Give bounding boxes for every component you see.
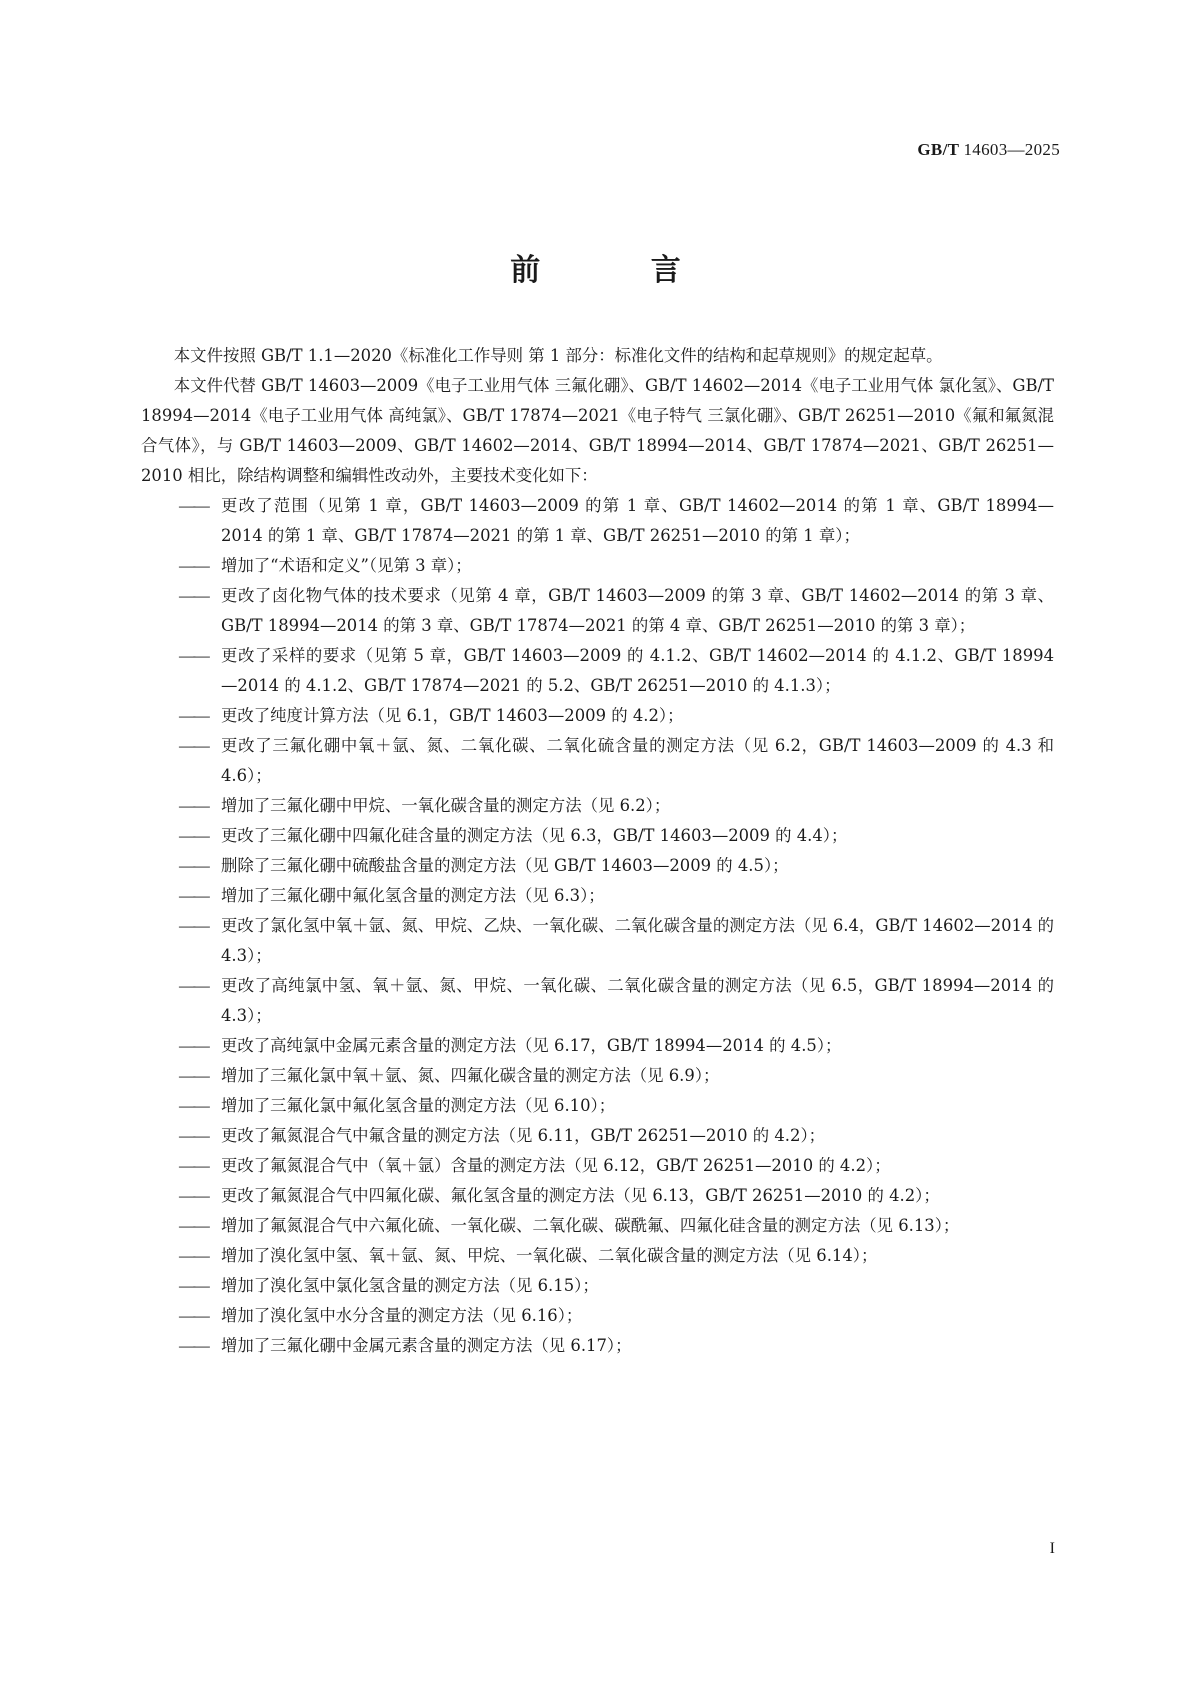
dash-mark: —— <box>179 1096 208 1115</box>
list-item <box>141 491 1054 551</box>
dash-mark: —— <box>179 586 208 605</box>
list-item <box>141 1151 1054 1181</box>
dash-mark: —— <box>179 1036 208 1055</box>
dash-mark: —— <box>179 1066 208 1085</box>
list-item <box>141 791 1054 821</box>
list-item <box>141 1091 1054 1121</box>
list-item <box>141 1271 1054 1301</box>
list-item-text: 增加了氟氮混合气中六氟化硫、一氧化碳、二氧化碳、碳酰氟、四氟化硅含量的测定方法（见 6.13）； <box>221 1216 960 1235</box>
dash-mark: —— <box>179 1336 208 1355</box>
dash-mark: —— <box>179 1306 208 1325</box>
list-item <box>141 581 1054 641</box>
list-item-text: 更改了高纯氯中金属元素含量的测定方法（见 6.17，GB/T 18994—2014 的 4.5）； <box>221 1036 842 1055</box>
list-item <box>141 1121 1054 1151</box>
list-item <box>141 821 1054 851</box>
list-item-text: 增加了三氟化氯中氟化氢含量的测定方法（见 6.10）； <box>221 1096 616 1115</box>
replacement-statement: 本文件代替 GB/T 14603—2009《电子工业用气体 三氟化硼》、GB/T 14602—2014《电子工业用气体 氯化氢》、GB/T 18994—2014《电子工业用气体 高纯氯》、GB/T 17874—2021《电子特气 三氯化硼》、GB/T 26251—2010《氟和氟氮混合气体》，与 GB/T 14603—2009、GB/T 14602—2014、GB/T 18994—2014、GB/T 17874—2021、GB/T 26251—2010 相比，除结构调整和编辑性改动外，主要技术变化如下： <box>141 376 1054 485</box>
list-item <box>141 851 1054 881</box>
list-item-text: 增加了溴化氢中氢、氧＋氩、氮、甲烷、一氧化碳、二氧化碳含量的测定方法（见 6.14）； <box>221 1246 878 1265</box>
list-item-text: 更改了氟氮混合气中（氧＋氩）含量的测定方法（见 6.12，GB/T 26251—2010 的 4.2）； <box>221 1156 891 1175</box>
standard-number <box>917 140 1060 160</box>
page-number: I <box>1049 1540 1055 1557</box>
list-item-text: 更改了三氟化硼中四氟化硅含量的测定方法（见 6.3，GB/T 14603—2009 的 4.4）； <box>221 826 848 845</box>
list-item-text: 更改了氟氮混合气中四氟化碳、氟化氢含量的测定方法（见 6.13，GB/T 26251—2010 的 4.2）； <box>221 1186 940 1205</box>
list-item <box>141 701 1054 731</box>
list-item-text: 增加了三氟化氯中氧＋氩、氮、四氟化碳含量的测定方法（见 6.9）； <box>221 1066 720 1085</box>
list-item-text: 增加了溴化氢中氯化氢含量的测定方法（见 6.15）； <box>221 1276 599 1295</box>
list-item-text: 更改了范围（见第 1 章，GB/T 14603—2009 的第 1 章、GB/T 14602—2014 的第 1 章、GB/T 18994—2014 的第 1 章、GB/T 17874—2021 的第 1 章、GB/T 26251—2010 的第 1 章）； <box>221 496 1054 545</box>
list-item <box>141 1061 1054 1091</box>
dash-mark: —— <box>179 1216 208 1235</box>
dash-mark: —— <box>179 916 208 935</box>
page-title: 前 言 <box>510 253 731 288</box>
dash-mark: —— <box>179 1156 208 1175</box>
dash-mark: —— <box>179 1246 208 1265</box>
list-item-text: 更改了三氟化硼中氧＋氩、氮、二氧化碳、二氧化硫含量的测定方法（见 6.2，GB/T 14603—2009 的 4.3 和 4.6）； <box>221 736 1054 785</box>
standard-prefix: GB/T <box>917 140 959 159</box>
list-item-text: 增加了溴化氢中水分含量的测定方法（见 6.16）； <box>221 1306 583 1325</box>
list-item <box>141 1181 1054 1211</box>
list-item <box>141 641 1054 701</box>
list-item <box>141 911 1054 971</box>
list-item <box>141 551 1054 581</box>
list-item <box>141 971 1054 1031</box>
list-item <box>141 1241 1054 1271</box>
list-item <box>141 881 1054 911</box>
drafting-statement: 本文件按照 GB/T 1.1—2020《标准化工作导则 第 1 部分：标准化文件的结构和起草规则》的规定起草。 <box>173 346 943 365</box>
list-item-text: 更改了卤化物气体的技术要求（见第 4 章，GB/T 14603—2009 的第 3 章、GB/T 14602—2014 的第 3 章、GB/T 18994—2014 的第 3 章、GB/T 17874—2021 的第 4 章、GB/T 26251—2010 的第 3 章）； <box>221 586 1054 635</box>
dash-mark: —— <box>179 1186 208 1205</box>
list-item <box>141 1301 1054 1331</box>
technical-changes-list <box>141 491 1054 1361</box>
list-item-text: 更改了氯化氢中氧＋氩、氮、甲烷、乙炔、一氧化碳、二氧化碳含量的测定方法（见 6.4，GB/T 14602—2014 的 4.3）； <box>221 916 1054 965</box>
dash-mark: —— <box>179 976 208 995</box>
list-item <box>141 1331 1054 1361</box>
list-item-text: 更改了纯度计算方法（见 6.1，GB/T 14603—2009 的 4.2）； <box>221 706 684 725</box>
dash-mark: —— <box>179 556 208 575</box>
dash-mark: —— <box>179 736 208 755</box>
list-item-text: 增加了“术语和定义”（见第 3 章）； <box>221 556 472 575</box>
dash-mark: —— <box>179 886 208 905</box>
list-item-text: 更改了采样的要求（见第 5 章，GB/T 14603—2009 的 4.1.2、GB/T 14602—2014 的 4.1.2、GB/T 18994—2014 的 4.1.2、GB/T 17874—2021 的 5.2、GB/T 26251—2010 的 4.1.3）； <box>221 646 1054 695</box>
list-item-text: 增加了三氟化硼中甲烷、一氧化碳含量的测定方法（见 6.2）； <box>221 796 671 815</box>
dash-mark: —— <box>179 826 208 845</box>
standard-code: 14603—2025 <box>963 140 1060 159</box>
dash-mark: —— <box>179 496 208 515</box>
dash-mark: —— <box>179 1126 208 1145</box>
dash-mark: —— <box>179 1276 208 1295</box>
foreword-body <box>141 341 1054 1361</box>
list-item-text: 更改了高纯氯中氢、氧＋氩、氮、甲烷、一氧化碳、二氧化碳含量的测定方法（见 6.5，GB/T 18994—2014 的 4.3）； <box>221 976 1054 1025</box>
dash-mark: —— <box>179 646 208 665</box>
list-item <box>141 731 1054 791</box>
list-item-text: 更改了氟氮混合气中氟含量的测定方法（见 6.11，GB/T 26251—2010 的 4.2）； <box>221 1126 826 1145</box>
dash-mark: —— <box>179 856 208 875</box>
dash-mark: —— <box>179 796 208 815</box>
list-item <box>141 1211 1054 1241</box>
list-item-text: 增加了三氟化硼中金属元素含量的测定方法（见 6.17）； <box>221 1336 632 1355</box>
list-item-text: 增加了三氟化硼中氟化氢含量的测定方法（见 6.3）； <box>221 886 605 905</box>
list-item-text: 删除了三氟化硼中硫酸盐含量的测定方法（见 GB/T 14603—2009 的 4.5）； <box>221 856 789 875</box>
list-item <box>141 1031 1054 1061</box>
dash-mark: —— <box>179 706 208 725</box>
